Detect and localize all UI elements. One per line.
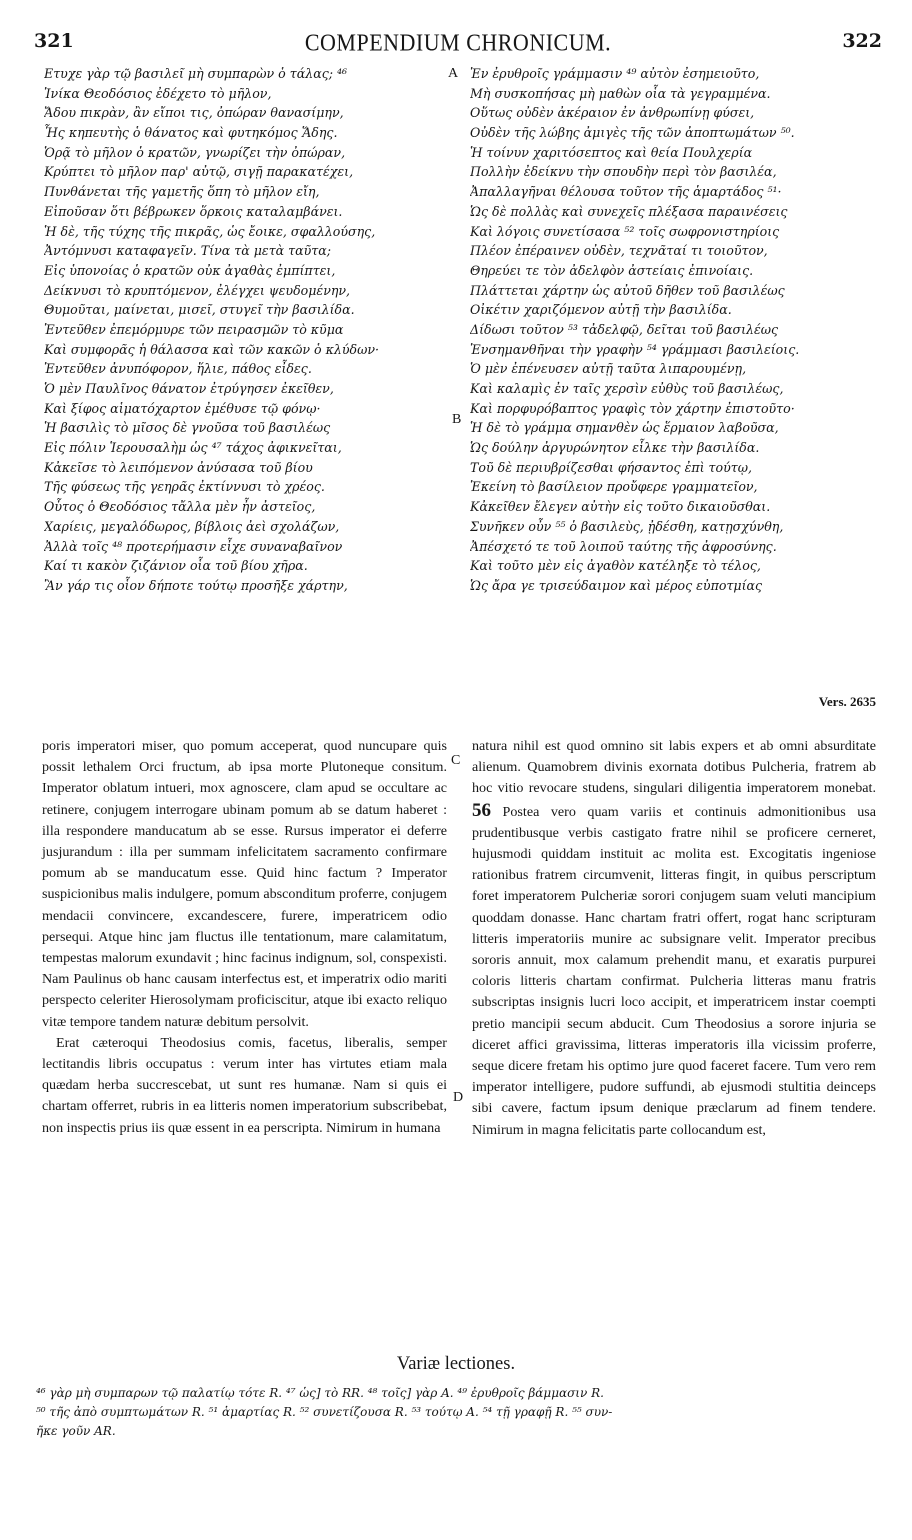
margin-letter-c: C bbox=[451, 753, 461, 768]
verse-line: Ὁ μὲν Παυλῖνος θάνατον ἐτρύγησεν ἐκεῖθεν, bbox=[44, 381, 334, 396]
variae-lectiones-heading: Variæ lectiones. bbox=[396, 1354, 516, 1374]
verse-line: Ἡ βασιλὶς τὸ μῖσος δὲ γνοῦσα τοῦ βασιλέως bbox=[44, 420, 331, 436]
verse-line: Εἰς ὑπονοίας ὁ κρατῶν οὐκ ἀγαθὰς ἐμπίπτει, bbox=[44, 262, 336, 278]
verse-line: Πλέον ἐπέραινεν οὐδὲν, τεχνᾶταί τι τοιοῦτον, bbox=[470, 243, 768, 259]
verse-line: Οὗτος ὁ Θεοδόσιος τἄλλα μὲν ἦν ἀστεῖος, bbox=[44, 499, 316, 515]
verse-line: Ὡς ἄρα γε τρισεύδαιμον καὶ μέρος εὐποτμίας bbox=[470, 577, 763, 593]
verse-line: Κἀκεῖθεν ἔλεγεν αὐτὴν εἰς τοῦτο δικαιοῦσθαι. bbox=[470, 499, 771, 515]
greek-verse-left-column bbox=[44, 64, 444, 596]
verse-line: Οἰκέτιν χαριζόμενον αὐτῇ τὴν βασιλίδα. bbox=[470, 302, 732, 318]
verse-line: Ὁ μὲν ἐπένευσεν αὐτῇ ταῦτα λιπαρουμένῃ, bbox=[470, 361, 747, 377]
verse-line: Ἀντόμνυσι καταφαγεῖν. Τίνα τὰ μετὰ ταῦτα; bbox=[44, 243, 332, 259]
verse-line: Ετυχε γὰρ τῷ βασιλεῖ μὴ συμπαρὼν ὁ τάλας; ⁴⁶ bbox=[44, 66, 348, 81]
page-number-right: 322 bbox=[842, 30, 882, 52]
verse-line: Ἐντεῦθεν ἐπεμόρμυρε τῶν πειρασμῶν τὸ κῦμα bbox=[44, 321, 344, 337]
verse-line: Πυνθάνεται τῆς γαμετῆς ὅπη τὸ μῆλον εἴη, bbox=[44, 184, 320, 200]
verse-line: Ὡς δὲ πολλὰς καὶ συνεχεῖς πλέξασα παραινέσεις bbox=[470, 203, 788, 219]
page-number-left: 321 bbox=[34, 30, 74, 52]
verse-line: Καί τι κακὸν ζιζάνιον οἷα τοῦ βίου χῆρα. bbox=[44, 558, 308, 574]
verse-line: Καὶ συμφορᾶς ἡ θάλασσα καὶ τῶν κακῶν ὁ κλύδων· bbox=[44, 341, 380, 357]
margin-letter-a: A bbox=[448, 66, 459, 81]
verse-line: Τῆς φύσεως τῆς γεηρᾶς ἐκτίννυσι τὸ χρέος. bbox=[44, 479, 325, 495]
verse-line: Δείκνυσι τὸ κρυπτόμενον, ἐλέγχει ψευδομένην, bbox=[44, 282, 351, 298]
verse-line: Οὐδὲν τῆς λώβης ἀμιγὲς τῆς τῶν ἀποπτωμάτων ⁵⁰. bbox=[470, 125, 795, 141]
verse-line: Εἰποῦσαν ὅτι βέβρωκεν ὅρκοις καταλαμβάνει. bbox=[44, 203, 343, 219]
note-line: ⁴⁶ γὰρ μὴ συμπαρων τῷ παλατίῳ τότε R. ⁴⁷ ὡς] τὸ RR. ⁴⁸ τοῖς] γὰρ A. ⁴⁹ ἐρυθροῖς βάμμασιν R. bbox=[36, 1386, 604, 1400]
verse-line: Δίδωσι τοῦτον ⁵³ τἀδελφῷ, δεῖται τοῦ βασιλέως bbox=[470, 321, 779, 337]
verse-line: Μὴ συσκοπήσας μὴ μαθὼν οἷα τὰ γεγραμμένα. bbox=[470, 85, 771, 101]
verse-line: Ἡ δὲ τὸ γράμμα σημανθὲν ὡς ἕρμαιον λαβοῦσα, bbox=[470, 420, 779, 436]
verse-line: Ἀπέσχετό τε τοῦ λοιποῦ ταύτης τῆς ἀφροσύνης. bbox=[470, 538, 777, 554]
verse-line: Καὶ ξίφος αἱματόχαρτον ἐμέθυσε τῷ φόνῳ· bbox=[44, 400, 321, 416]
verse-count: Vers. 2635 bbox=[818, 694, 876, 709]
verse-line: Ἄδου πικρὰν, ἂν εἴποι τις, ὀπώραν θανασίμην, bbox=[44, 105, 344, 121]
running-header bbox=[34, 30, 882, 56]
latin-translation-left-column bbox=[42, 736, 447, 1139]
verse-line: Πλάττεται χάρτην ὡς αὐτοῦ δῆθεν τοῦ βασιλέως bbox=[470, 282, 785, 298]
running-title: COMPENDIUM CHRONICUM. bbox=[304, 28, 612, 57]
verse-line: Καὶ τοῦτο μὲν εἰς ἀγαθὸν κατέληξε τὸ τέλος, bbox=[470, 558, 761, 574]
verse-line: Ἐν ἐρυθροῖς γράμμασιν ⁴⁹ αὐτὸν ἐσημειοῦτο, bbox=[470, 66, 760, 81]
greek-verse-right-column bbox=[470, 64, 880, 596]
verse-line: Καὶ καλαμὶς ἐν ταῖς χερσὶν εὐθὺς τοῦ βασιλέως, bbox=[470, 381, 784, 396]
verse-line: Ἧς κηπευτὴς ὁ θάνατος καὶ φυτηκόμος Ἅδης. bbox=[44, 125, 338, 141]
variae-lectiones-notes bbox=[36, 1384, 878, 1441]
verse-line: Ὁρᾷ τὸ μῆλον ὁ κρατῶν, γνωρίζει τὴν ὀπώραν, bbox=[44, 144, 346, 160]
verse-line: Χαρίεις, μεγαλόδωρος, βίβλοις ἀεὶ σχολάζων, bbox=[44, 518, 340, 534]
verse-line: Εἰς πόλιν Ἱερουσαλὴμ ὡς ⁴⁷ τάχος ἀφικνεῖται, bbox=[44, 440, 342, 456]
verse-line: Οὕτως οὐδὲν ἀκέραιον ἐν ἀνθρωπίνῃ φύσει, bbox=[470, 105, 755, 121]
verse-line: Ἰνίκα Θεοδόσιος ἐδέχετο τὸ μῆλον, bbox=[44, 85, 272, 101]
verse-line: Ἐνσημανθῆναι τὴν γραφὴν ⁵⁴ γράμμασι βασιλείοις. bbox=[470, 341, 800, 357]
verse-line: Ἡ δὲ, τῆς τύχης τῆς πικρᾶς, ὡς ἔοικε, σφαλλούσης, bbox=[44, 223, 376, 239]
verse-line: Κρύπτει τὸ μῆλον παρ' αὐτῷ, σιγῇ παρακατέχει, bbox=[44, 164, 354, 180]
verse-line: Καὶ πορφυρόβαπτος γραφὶς τὸν χάρτην ἐπιστοῦτο· bbox=[470, 400, 795, 416]
verse-line: Τοῦ δὲ περιυβρίζεσθαι φήσαντος ἐπὶ τούτῳ, bbox=[470, 459, 752, 475]
verse-line: Ὡς δούλην ἀργυρώνητον εἷλκε τὴν βασιλίδα. bbox=[470, 440, 760, 456]
verse-line: Κἀκεῖσε τὸ λειπόμενον ἀνύσασα τοῦ βίου bbox=[44, 459, 313, 475]
margin-letter-d: D bbox=[453, 1090, 464, 1105]
latin-paragraph: Erat cæteroqui Theodosius comis, facetus, liberalis, semper lectitandis libris occupatus : verum inter has virtutes etiam mala quædam herba succrescebat, ut sunt res humanæ. Nam si quis ei chartam offerret, rubris in ea litteris nomen imperatorium subscribebat, non inspectis prius iis quæ essent in ea perscripta. Nimirum in humana bbox=[42, 1034, 447, 1136]
latin-translation-right-column bbox=[472, 736, 876, 1141]
latin-text: natura nihil est quod omnino sit labis expers et ab omni absurditate alienum. Quamobrem divinis exornata dotibus Pulcheria, fratrem ab hoc vitio revocare studens, singulari diligentia imperatorem monebat. bbox=[472, 738, 876, 797]
verse-line: Ἐκείνη τὸ βασίλειον προὔφερε γραμματεῖον, bbox=[470, 479, 758, 495]
verse-line: Πολλὴν ἐδείκνυ τὴν σπουδὴν περὶ τὸν βασιλέα, bbox=[470, 164, 777, 180]
verse-line: Καὶ λόγοις συνετίσασα ⁵² τοῖς σωφρονιστηρίοις bbox=[470, 223, 780, 239]
verse-line: Ἀπαλλαγῆναι θέλουσα τοῦτον τῆς ἁμαρτάδος ⁵¹· bbox=[470, 184, 782, 200]
margin-letter-b: B bbox=[452, 412, 462, 427]
verse-line: Ἂν γάρ τις οἷον δήποτε τούτῳ προσῆξε χάρτην, bbox=[44, 577, 348, 593]
verse-line: Ἐντεῦθεν ἀνυπόφορον, ἥλιε, πάθος εἶδες. bbox=[44, 361, 312, 377]
latin-paragraph bbox=[472, 736, 876, 1141]
latin-paragraph: poris imperatori miser, quo pomum acceperat, quod nuncupare quis possit lethalem Orci fructum, ab ipsa morte Plutoneque consitum. Imperator oblatum intueri, mox agnoscere, clam apud se occultare ac retinere, conjugem interrogare ubinam pomum ab se datum haberet : illa respondere manducatum ab se esse. Rursus imperator ei deferre jusjurandum : illa per summam infelicitatem sacramento confirmare pomum ab se manducatum esse. Quid hinc factum ? Imperator suspicionibus malis indulgere, pomum absconditum proferre, conjugem mendacii convincere, excandescere, furere, imperatricem odio persequi. Atque hinc jam fluctus ille tentationum, mare calamitatum, tempestas malorum exundavit ; hinc facinus indignum, sol, conspexisti. Nam Paulinus ob hanc causam interfectus est, et imperatrix odio mariti perspecto celeriter Hierosolymam proficiscitur, atque ibi exacto reliquo vitæ tempore tandem naturæ debitum persolvit. bbox=[42, 738, 447, 1030]
verse-line: Ἀλλὰ τοῖς ⁴⁸ προτερήμασιν εἶχε συναναβαῖνον bbox=[44, 538, 343, 554]
latin-text: Postea vero quam variis et continuis admonitionibus usa prudentibusque verbis castigato fratre nihil se proficere cerneret, hujusmodi quiddam instituit ac molita est. Excogitatis ingeniose rationibus fratrem circumvenit, litteras fingit, in quibus perscriptum foret imperatorem Pulcheriæ sorori conjugem suam veluti mancipium quoddam donasse. Hanc chartam fratri offert, rogat hanc scripturam litteris imperatoriis munire ac subsignare velit. Imperator precibus sororis annuit, mox calamum prehendit manu, et exaratis purpurei coloris litteris chartam confirmat. Pulcheria litteras manu fratris subscriptas insignis lucri loco accipit, et imperatricem instar coempti pretio mancipii secum abducit. Cum Theodosius a sorore injuria se diceret affici gravissima, litteras imperatoris illa vicissim proferre, seque dicere fretam his optimo jure quod faceret facere. Tum vero rem imperator intelligere, pudore suffundi, ab ejusmodi stultitia deinceps sibi cavere, factum ipsum denique præclarum ad finem tendere. Nimirum in magna felicitatis parte collocandum est, bbox=[472, 803, 876, 1138]
verse-line: Ἡ τοίνυν χαριτόσεπτος καὶ θεία Πουλχερία bbox=[470, 144, 753, 160]
verse-line: Θηρεύει τε τὸν ἀδελφὸν ἀστείαις ἐπινοίαις. bbox=[470, 262, 754, 278]
section-number: 56 bbox=[472, 799, 491, 821]
verse-line: Συνῆκεν οὖν ⁵⁵ ὁ βασιλεὺς, ᾐδέσθη, κατῃσχύνθη, bbox=[470, 518, 784, 534]
note-line: ῆκε γοῦν AR. bbox=[36, 1424, 116, 1438]
note-line: ⁵⁰ τῆς ἀπὸ συμπτωμάτων R. ⁵¹ ἁμαρτίας R. ⁵² συνετίζουσα R. ⁵³ τούτῳ A. ⁵⁴ τῇ γραφῇ R. ⁵⁵ συν- bbox=[36, 1405, 613, 1419]
verse-line: Θυμοῦται, μαίνεται, μισεῖ, στυγεῖ τὴν βασιλίδα. bbox=[44, 302, 355, 318]
